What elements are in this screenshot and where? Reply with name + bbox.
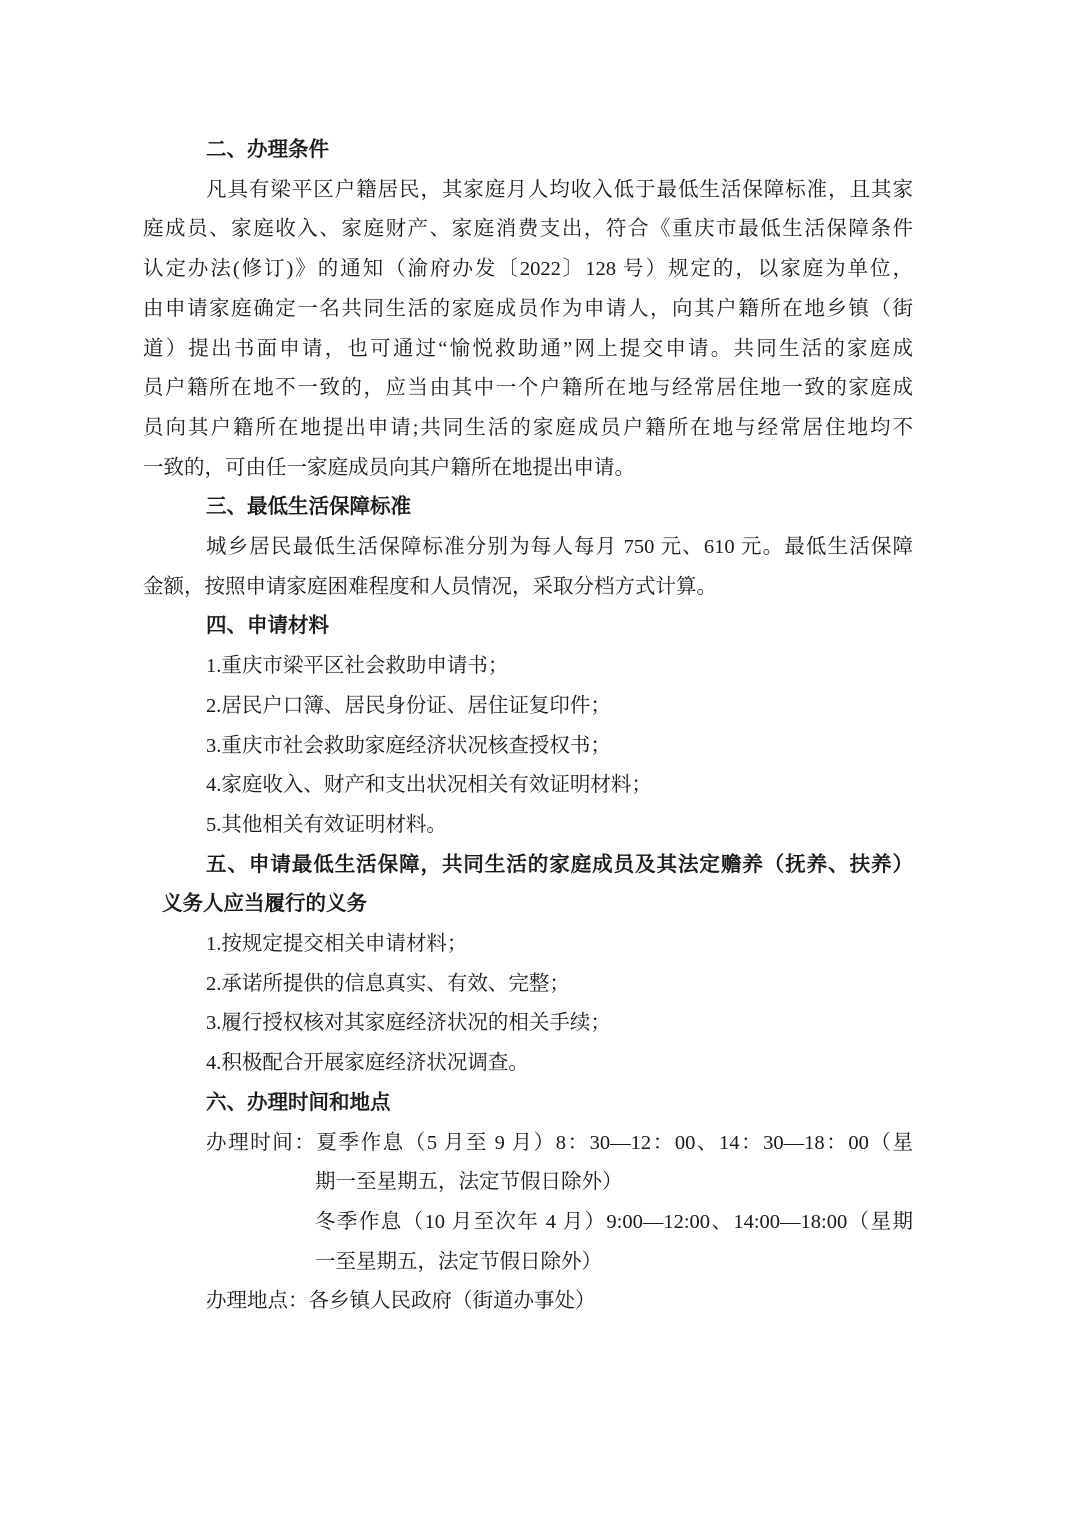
text-line: 五、申请最低生活保障，共同生活的家庭成员及其法定赡养（抚养、扶养） xyxy=(206,853,913,876)
text-line: 庭成员、家庭收入、家庭财产、家庭消费支出，符合《重庆市最低生活保障条件 xyxy=(143,218,913,241)
text-line: 金额，按照申请家庭困难程度和人员情况，采取分档方式计算。 xyxy=(143,575,717,598)
text-line: 3.重庆市社会救助家庭经济状况核查授权书； xyxy=(206,734,611,757)
text-line: 员向其户籍所在地提出申请;共同生活的家庭成员户籍所在地与经常居住地均不 xyxy=(143,416,913,439)
text-line: 义务人应当履行的义务 xyxy=(162,893,367,916)
document-body xyxy=(143,131,913,1322)
text-line: 2.承诺所提供的信息真实、有效、完整； xyxy=(206,972,570,995)
text-line: 2.居民户口簿、居民身份证、居住证复印件； xyxy=(206,694,611,717)
text-line: 5.其他相关有效证明材料。 xyxy=(206,813,447,836)
text-line: 六、办理时间和地点 xyxy=(206,1091,391,1114)
text-line: 城乡居民最低生活保障标准分别为每人每月 750 元、610 元。最低生活保障 xyxy=(206,536,913,559)
text-line: 4.积极配合开展家庭经济状况调查。 xyxy=(206,1052,529,1075)
text-line: 一至星期五，法定节假日除外） xyxy=(315,1250,602,1273)
text-line: 期一至星期五，法定节假日除外） xyxy=(315,1171,623,1194)
text-line: 二、办理条件 xyxy=(206,139,329,161)
text-line: 凡具有梁平区户籍居民，其家庭月人均收入低于最低生活保障标准，且其家 xyxy=(206,178,913,201)
text-line: 办理地点：各乡镇人民政府（街道办事处） xyxy=(206,1290,596,1313)
text-line: 1.重庆市梁平区社会救助申请书； xyxy=(206,655,509,678)
text-line: 4.家庭收入、财产和支出状况相关有效证明材料； xyxy=(206,774,652,797)
text-line: 四、申请材料 xyxy=(206,615,329,638)
text-line: 三、最低生活保障标准 xyxy=(206,496,411,519)
text-line: 认定办法(修订)》的通知（渝府办发〔2022〕128 号）规定的，以家庭为单位， xyxy=(143,258,913,281)
text-line: 由申请家庭确定一名共同生活的家庭成员作为申请人，向其户籍所在地乡镇（街 xyxy=(143,297,913,320)
text-line: 1.按规定提交相关申请材料； xyxy=(206,933,468,956)
text-line: 3.履行授权核对其家庭经济状况的相关手续； xyxy=(206,1012,611,1035)
text-line: 员户籍所在地不一致的，应当由其中一个户籍所在地与经常居住地一致的家庭成 xyxy=(143,377,913,400)
text-line: 办理时间：夏季作息（5 月至 9 月）8：30—12：00、14：30—18：00（星 xyxy=(206,1131,913,1154)
text-line: 一致的，可由任一家庭成员向其户籍所在地提出申请。 xyxy=(143,456,635,479)
text-line: 道）提出书面申请，也可通过“愉悦救助通”网上提交申请。共同生活的家庭成 xyxy=(143,337,913,360)
text-line: 冬季作息（10 月至次年 4 月）9:00—12:00、14:00—18:00（星期 xyxy=(315,1210,913,1233)
